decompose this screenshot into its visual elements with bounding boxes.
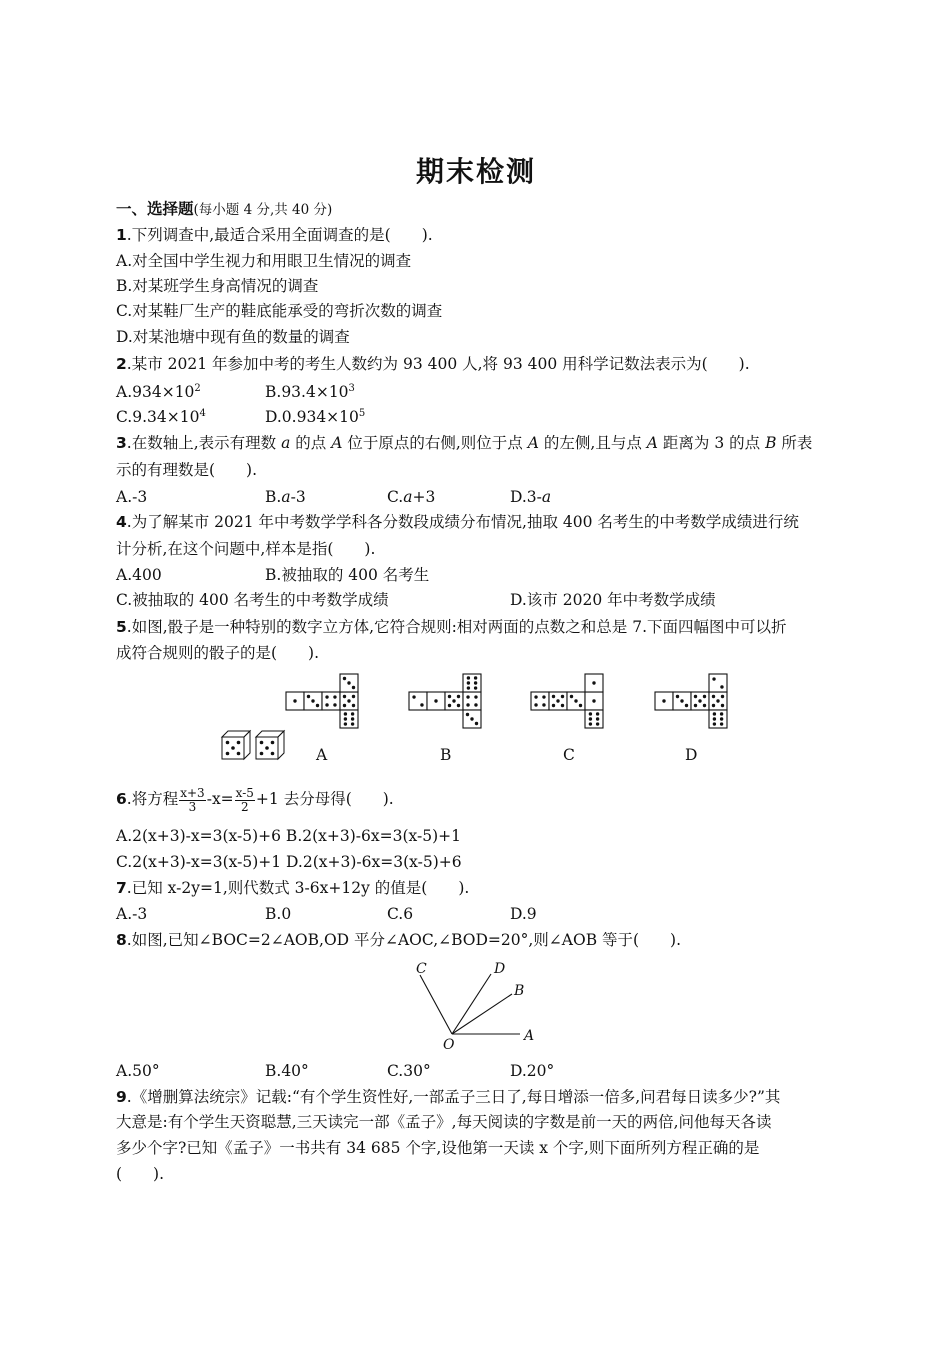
q8-option-d: D.20° (510, 1062, 555, 1080)
q8-stem: 8.如图,已知∠BOC=2∠AOB,OD 平分∠AOC,∠BOD=20°,则∠AOB 等于( ). (116, 931, 682, 949)
q7-option-b: B.0 (265, 905, 292, 923)
q2-option-c: $C.9.34\times 10^4$ (116, 407, 206, 426)
q9-stem: 9.《增删算法统宗》记载:“有个学生资性好,一部孟子三日了,每日增添一倍多,问君每日读多少?”其 (116, 1088, 781, 1106)
fraction-1: $\frac{x+3}{3}$ (180, 785, 205, 814)
q3-option-b: B.a-3 (265, 488, 306, 506)
q3-option-d: D.3-a (510, 488, 552, 506)
dice-label-c: C (563, 746, 575, 764)
q6-stem: 6.将方程 $\frac{x+3}{3}$ -x= $\frac{x-5}{2}$ +1 去分母得( ). (116, 785, 394, 814)
q2-option-a: $A.934\times 10^2$ (116, 382, 201, 401)
q4-stem-line2: 计分析,在这个问题中,样本是指( ). (116, 540, 376, 558)
q2-stem: 2.某市 2021 年参加中考的考生人数约为 93 400 人,将 93 400 用科学记数法表示为( ). (116, 355, 750, 373)
q5-stem: 5.如图,骰子是一种特别的数字立方体,它符合规则:相对两面的点数之和总是 7.下面四幅图中可以折 (116, 618, 787, 636)
point-a-label: A (524, 1028, 535, 1044)
q6-options-ab: A.2(x+3)-x=3(x-5)+6 B.2(x+3)-6x=3(x-5)+1 (116, 827, 461, 845)
q1-option-c: C.对某鞋厂生产的鞋底能承受的弯折次数的调查 (116, 302, 443, 320)
q1-option-b: B.对某班学生身高情况的调查 (116, 277, 319, 295)
q8-option-b: B.40° (265, 1062, 309, 1080)
dice-label-b: B (440, 746, 452, 764)
ray-od (452, 974, 491, 1034)
page-title: 期末检测 (415, 155, 536, 188)
q3-stem: 3.在数轴上,表示有理数 a 的点 A 位于原点的右侧,则位于点 A 的左侧,且与点 A 距离为 3 的点 B 所表 (116, 434, 813, 452)
q1-option-a: A.对全国中学生视力和用眼卫生情况的调查 (116, 252, 412, 270)
q9-stem-line3: 多少个字?已知《孟子》一书共有 34 685 个字,设他第一天读 x 个字,则下面所列方程正确的是 (116, 1139, 760, 1157)
point-b-label: B (514, 983, 525, 999)
q9-stem-line4: ( ). (116, 1165, 165, 1183)
q7-option-d: D.9 (510, 905, 537, 923)
ray-oc (420, 975, 452, 1034)
point-c-label: C (416, 961, 427, 977)
q4-stem: 4.为了解某市 2021 年中考数学学科各分数段成绩分布情况,抽取 400 名考生的中考数学成绩进行统 (116, 513, 799, 531)
q8-option-a: A.50° (116, 1062, 160, 1080)
q7-option-c: C.6 (387, 905, 414, 923)
q6-options-cd: C.2(x+3)-x=3(x-5)+1 D.2(x+3)-6x=3(x-5)+6 (116, 853, 462, 871)
dice-label-d: D (685, 746, 698, 764)
q4-option-c: C.被抽取的 400 名考生的中考数学成绩 (116, 591, 389, 609)
point-o-label: O (443, 1037, 455, 1053)
q1-option-d: D.对某池塘中现有鱼的数量的调查 (116, 328, 350, 346)
ray-ob (452, 994, 512, 1034)
q1-stem: 1.下列调查中,最适合采用全面调查的是( ). (116, 226, 433, 244)
section-heading: 一、选择题(每小题 4 分,共 40 分) (116, 200, 333, 218)
q4-option-b: B.被抽取的 400 名考生 (265, 566, 430, 584)
q3-stem-line2: 示的有理数是( ). (116, 461, 258, 479)
q4-option-a: A.400 (116, 566, 162, 584)
fraction-2: $\frac{x-5}{2}$ (235, 785, 254, 814)
q2-option-b: $B.93.4\times 10^3$ (265, 382, 355, 401)
q7-stem: 7.已知 x-2y=1,则代数式 3-6x+12y 的值是( ). (116, 879, 470, 897)
q8-option-c: C.30° (387, 1062, 431, 1080)
q3-option-a: A.-3 (116, 488, 148, 506)
q5-stem-line2: 成符合规则的骰子的是( ). (116, 644, 320, 662)
q7-option-a: A.-3 (116, 905, 148, 923)
dice-label-a: A (316, 746, 328, 764)
q4-option-d: D.该市 2020 年中考数学成绩 (510, 591, 716, 609)
point-d-label: D (494, 961, 506, 977)
q3-option-c: C.a+3 (387, 488, 436, 506)
q2-option-d: $D.0.934\times 10^5$ (265, 407, 366, 426)
q9-stem-line2: 大意是:有个学生天资聪慧,三天读完一部《孟子》,每天阅读的字数是前一天的两倍,问他每天各读 (116, 1113, 772, 1131)
